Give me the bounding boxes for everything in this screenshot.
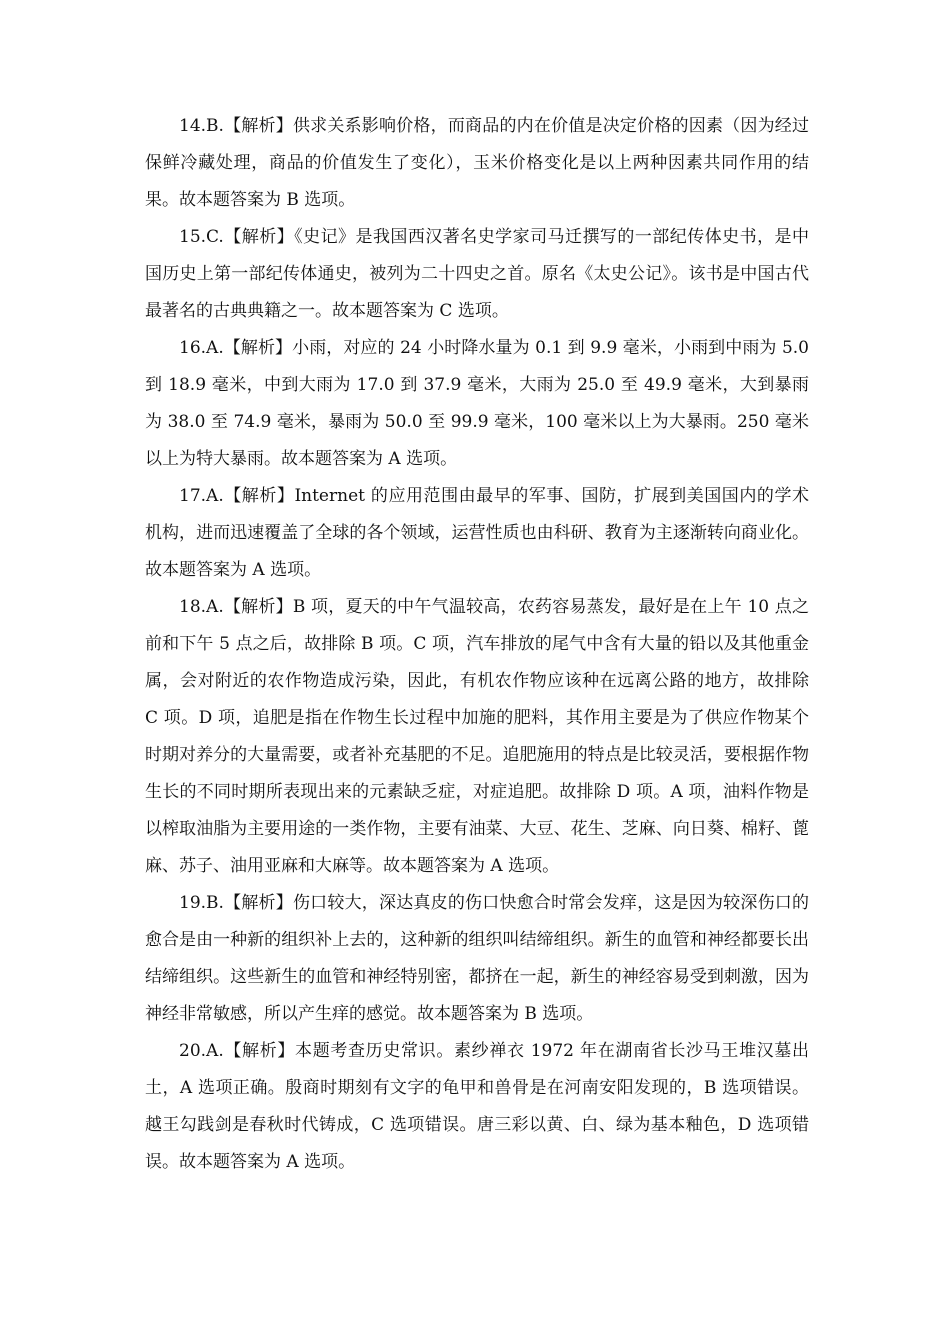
answer-paragraph-16: 16.A.【解析】小雨，对应的 24 小时降水量为 0.1 到 9.9 毫米，小雨到中雨为 5.0 到 18.9 毫米，中到大雨为 17.0 到 37.9 毫米，大雨为 25.0 至 49.9 毫米，大到暴雨为 38.0 至 74.9 毫米，暴雨为 50.0 至 99.9 毫米，100 毫米以上为大暴雨。250 毫米以上为特大暴雨。故本题答案为 A 选项。	[145, 338, 809, 469]
answer-paragraph-15: 15.C.【解析】《史记》是我国西汉著名史学家司马迁撰写的一部纪传体史书，是中国历史上第一部纪传体通史，被列为二十四史之首。原名《太史公记》。该书是中国古代最著名的古典典籍之一。故本题答案为 C 选项。	[145, 227, 809, 321]
answer-paragraph-19: 19.B.【解析】伤口较大，深达真皮的伤口快愈合时常会发痒，这是因为较深伤口的愈合是由一种新的组织补上去的，这种新的组织叫结缔组织。新生的血管和神经都要长出结缔组织。这些新生的血管和神经特别密，都挤在一起，新生的神经容易受到刺激，因为神经非常敏感，所以产生痒的感觉。故本题答案为 B 选项。	[145, 893, 809, 1024]
answer-paragraph-14: 14.B.【解析】供求关系影响价格，而商品的内在价值是决定价格的因素（因为经过保鲜冷藏处理，商品的价值发生了变化），玉米价格变化是以上两种因素共同作用的结果。故本题答案为 B 选项。	[145, 116, 809, 210]
answer-paragraph-20: 20.A.【解析】本题考查历史常识。素纱禅衣 1972 年在湖南省长沙马王堆汉墓出土，A 选项正确。殷商时期刻有文字的龟甲和兽骨是在河南安阳发现的，B 选项错误。越王勾践剑是春秋时代铸成，C 选项错误。唐三彩以黄、白、绿为基本釉色，D 选项错误。故本题答案为 A 选项。	[145, 1041, 809, 1172]
document-page	[145, 108, 809, 1181]
answer-paragraph-18: 18.A.【解析】B 项，夏天的中午气温较高，农药容易蒸发，最好是在上午 10 点之前和下午 5 点之后，故排除 B 项。C 项，汽车排放的尾气中含有大量的铅以及其他重金属，会对附近的农作物造成污染，因此，有机农作物应该种在远离公路的地方，故排除 C 项。D 项，追肥是指在作物生长过程中加施的肥料，其作用主要是为了供应作物某个时期对养分的大量需要，或者补充基肥的不足。追肥施用的特点是比较灵活，要根据作物生长的不同时期所表现出来的元素缺乏症，对症追肥。故排除 D 项。A 项，油料作物是以榨取油脂为主要用途的一类作物，主要有油菜、大豆、花生、芝麻、向日葵、棉籽、蓖麻、苏子、油用亚麻和大麻等。故本题答案为 A 选项。	[145, 597, 809, 876]
answer-paragraph-17: 17.A.【解析】Internet 的应用范围由最早的军事、国防，扩展到美国国内的学术机构，进而迅速覆盖了全球的各个领域，运营性质也由科研、教育为主逐渐转向商业化。故本题答案为 A 选项。	[145, 486, 809, 580]
